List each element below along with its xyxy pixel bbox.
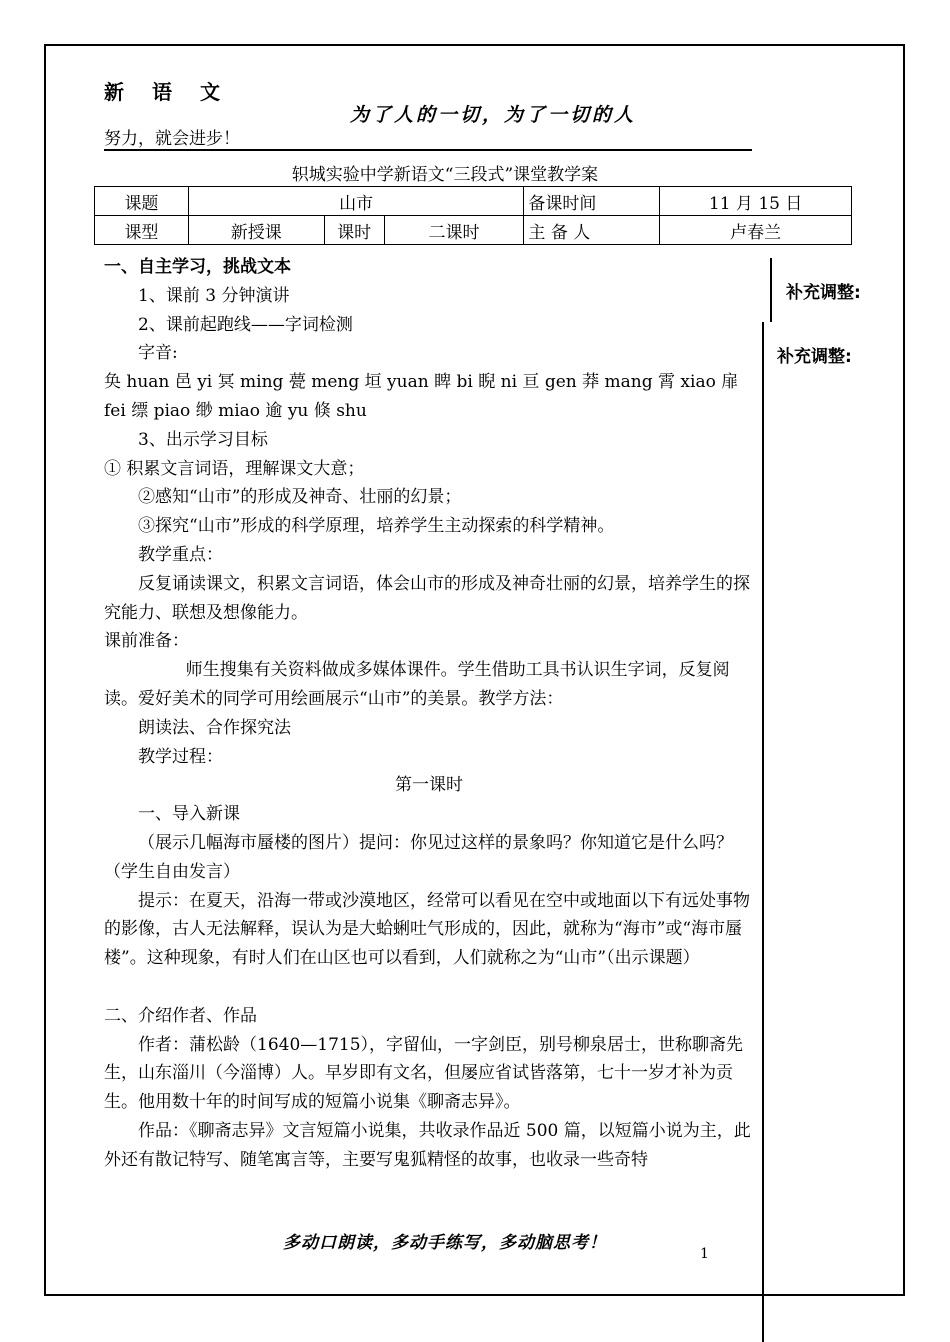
- lesson-info-table: [94, 186, 852, 245]
- cell-prep-time-value: 11 月 15 日: [660, 187, 852, 216]
- paragraph: 2、课前起跑线——字词检测: [138, 314, 353, 335]
- paragraph: 反复诵读课文，积累文言词语，体会山市的形成及神奇壮丽的幻景，培养学生的探究能力、联想及想像能力。: [104, 573, 750, 623]
- page-number: 1: [700, 1246, 709, 1262]
- section-heading: 一、自主学习，挑战文本: [104, 257, 291, 277]
- footer-slogan: 多动口朗读，多动手练写，多动脑思考！: [283, 1233, 607, 1253]
- lesson-info-row: [95, 187, 852, 216]
- paragraph: 朗读法、合作探究法: [138, 717, 291, 738]
- paragraph: 师生搜集有关资料做成多媒体课件。学生借助工具书认识生字词，反复阅读。爱好美术的同学可用绘画展示“山市”的美景。教学方法：: [104, 660, 730, 709]
- cell-periods-label: 课时: [324, 216, 384, 245]
- paragraph: 教学过程：: [138, 746, 223, 767]
- goal-item: ① 积累文言词语，理解课文大意；: [104, 458, 365, 479]
- paragraph: （展示几幅海市蜃楼的图片）提问：你见过这样的景象吗？你知道它是什么吗？（学生自由发言）: [104, 832, 733, 882]
- period-heading: 第一课时: [395, 775, 463, 796]
- blank-line: [104, 973, 754, 1002]
- cell-periods-value: 二课时: [384, 216, 524, 245]
- cell-type-value: 新授课: [188, 216, 324, 245]
- paragraph: 作者：蒲松龄（1640—1715），字留仙，一字剑臣，别号柳泉居士，世称聊斋先生，山东淄川（今淄博）人。早岁即有文名，但屡应省试皆落第，七十一岁才补为贡生。他用数十年的时间写成的短篇小说集《聊斋志异》。: [104, 1034, 744, 1113]
- paragraph: 二、介绍作者、作品: [104, 1005, 257, 1026]
- lesson-body: [104, 253, 754, 1175]
- paragraph: 3、出示学习目标: [138, 429, 268, 450]
- cell-preparer-label: 主 备 人: [524, 216, 660, 245]
- lesson-info-row: [95, 216, 852, 245]
- paragraph: 字音:: [138, 343, 178, 364]
- header-title: 新语文: [104, 80, 248, 104]
- margin-divider-upper: [770, 258, 772, 322]
- cell-prep-time-label: 备课时间: [524, 187, 660, 216]
- margin-label-adjust-2: 补充调整:: [777, 347, 852, 367]
- document-title: 轵城实验中学新语文“三段式”课堂教学案: [291, 165, 599, 185]
- cell-preparer-value: 卢春兰: [660, 216, 852, 245]
- paragraph: 1、课前 3 分钟演讲: [138, 285, 290, 306]
- cell-topic-label: 课题: [95, 187, 189, 216]
- goal-item: ②感知“山市”的形成及神奇、壮丽的幻景；: [138, 487, 462, 508]
- header-motto: 为了人的一切，为了一切的人: [350, 104, 637, 126]
- paragraph: 作品：《聊斋志异》文言短篇小说集，共收录作品近 500 篇，以短篇小说为主，此外还有散记特写、随笔寓言等，主要写鬼狐精怪的故事，也收录一些奇特: [104, 1120, 751, 1170]
- paragraph: 教学重点：: [138, 544, 223, 565]
- paragraph: 课前准备：: [104, 631, 189, 652]
- margin-divider-lower: [762, 322, 764, 1342]
- header-rule: [104, 149, 752, 151]
- cell-topic-value: 山市: [188, 187, 524, 216]
- paragraph: 提示：在夏天，沿海一带或沙漠地区，经常可以看见在空中或地面以下有远处事物的影像，古人无法解释，误认为是大蛤蜊吐气形成的，因此，就称为“海市”或“海市蜃楼”。这种现象，有时人们在山区也可以看到，人们就称之为“山市”（出示课题）: [104, 890, 750, 969]
- goal-item: ③探究“山市”形成的科学原理，培养学生主动探索的科学精神。: [138, 516, 615, 537]
- pronunciation-list: 奂 huan 邑 yi 冥 ming 甍 meng 垣 yuan 睥 bi 睨 ni 亘 gen 莽 mang 霄 xiao 扉 fei 缥 piao 缈 miao 逾 yu 倏 shu: [104, 372, 739, 421]
- margin-label-adjust-1: 补充调整:: [786, 283, 861, 303]
- cell-type-label: 课型: [95, 216, 189, 245]
- paragraph: 一、导入新课: [138, 804, 240, 825]
- header-slogan: 努力，就会进步！: [104, 129, 240, 149]
